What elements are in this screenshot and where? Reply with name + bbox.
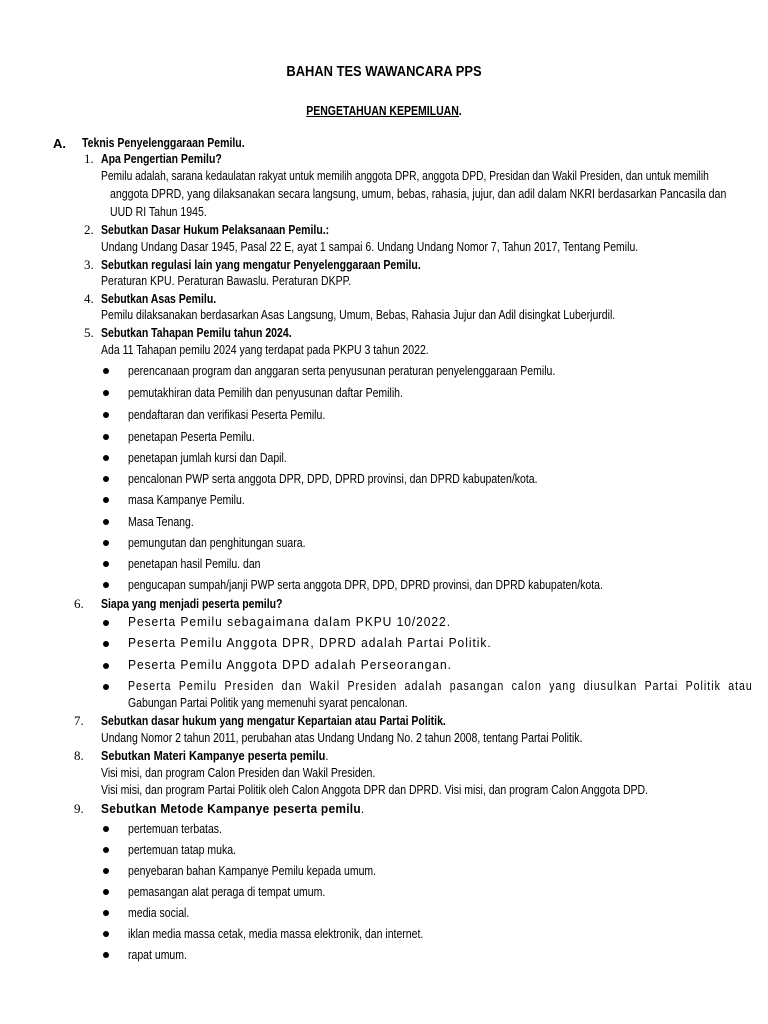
list-item: pendaftaran dan verifikasi Peserta Pemilu. [128, 408, 326, 422]
question-number: 3. [84, 257, 94, 272]
question-text [101, 802, 364, 816]
bullet-dot [103, 952, 109, 958]
section-letter: A. [53, 136, 66, 151]
answer-line: anggota DPRD, yang dilaksanakan secara langsung, umum, bebas, rahasia, jujur, dan adil dalam NKRI berdasarkan Pancasila dan [110, 187, 727, 201]
answer-line: Pemilu adalah, sarana kedaulatan rakyat untuk memilih anggota DPR, anggota DPD, Presidan dan Wakil Presiden, dan untuk memilih [101, 169, 709, 183]
list-item: Peserta Pemilu Presiden dan Wakil Presiden adalah pasangan calon yang diusulkan Partai Politik atau [128, 679, 753, 693]
bullet-dot [103, 931, 109, 937]
question-number: 4. [84, 291, 94, 306]
bullet-dot [103, 434, 109, 440]
question-number: 9. [74, 801, 84, 816]
answer-line: Undang Undang Dasar 1945, Pasal 22 E, ayat 1 sampai 6. Undang Undang Nomor 7, Tahun 2017, Tentang Pemilu. [101, 240, 639, 254]
question-text: Sebutkan regulasi lain yang mengatur Penyelenggaraan Pemilu. [101, 258, 421, 272]
list-item: pencalonan PWP serta anggota DPR, DPD, DPRD provinsi, dan DPRD kabupaten/kota. [128, 472, 538, 486]
bullet-dot [103, 455, 109, 461]
question-text: Sebutkan Dasar Hukum Pelaksanaan Pemilu.: [101, 223, 330, 237]
list-item: pemungutan dan penghitungan suara. [128, 536, 306, 550]
bullet-dot [103, 390, 109, 396]
bullet-dot [103, 582, 109, 588]
bullet-dot [103, 641, 109, 647]
question-label: Sebutkan Metode Kampanye peserta pemilu [101, 802, 361, 816]
answer-line: Ada 11 Tahapan pemilu 2024 yang terdapat pada PKPU 3 tahun 2022. [101, 343, 429, 357]
bullet-dot [103, 368, 109, 374]
bullet-dot [103, 497, 109, 503]
bullet-dot [103, 412, 109, 418]
question-suffix: . [360, 802, 365, 816]
list-item: Masa Tenang. [128, 515, 194, 529]
question-text: Sebutkan dasar hukum yang mengatur Kepartaian atau Partai Politik. [101, 714, 446, 728]
question-number: 6. [74, 596, 84, 611]
bullet-dot [103, 561, 109, 567]
list-item: penetapan Peserta Pemilu. [128, 430, 255, 444]
bullet-dot [103, 847, 109, 853]
section-title: Teknis Penyelenggaraan Pemilu. [82, 136, 245, 150]
question-label: Sebutkan Materi Kampanye peserta pemilu [101, 749, 326, 763]
list-item: pengucapan sumpah/janji PWP serta anggota DPR, DPD, DPRD provinsi, dan DPRD kabupaten/kota. [128, 578, 603, 592]
document-title: BAHAN TES WAWANCARA PPS [286, 63, 482, 80]
question-text: Siapa yang menjadi peserta pemilu? [101, 597, 283, 611]
list-item: perencanaan program dan anggaran serta penyusunan peraturan penyelenggaraan Pemilu. [128, 364, 556, 378]
answer-line: Pemilu dilaksanakan berdasarkan Asas Langsung, Umum, Bebas, Rahasia Jujur dan Adil disingkat Luberjurdil. [101, 308, 616, 322]
bullet-dot [103, 663, 109, 669]
list-item: penyebaran bahan Kampanye Pemilu kepada umum. [128, 864, 377, 878]
list-item: masa Kampanye Pemilu. [128, 493, 245, 507]
bullet-dot [103, 889, 109, 895]
list-item: pemasangan alat peraga di tempat umum. [128, 885, 326, 899]
list-item: media social. [128, 906, 190, 920]
bullet-dot [103, 519, 109, 525]
list-item: pemutakhiran data Pemilih dan penyusunan daftar Pemilih. [128, 386, 403, 400]
document-subtitle [61, 104, 706, 118]
question-text: Sebutkan Tahapan Pemilu tahun 2024. [101, 326, 292, 340]
question-text [101, 749, 328, 763]
bullet-dot [103, 868, 109, 874]
subtitle-text: PENGETAHUAN KEPEMILUAN [306, 104, 459, 118]
bullet-dot [103, 826, 109, 832]
bullet-dot [103, 476, 109, 482]
list-item: penetapan jumlah kursi dan Dapil. [128, 451, 287, 465]
answer-line: UUD RI Tahun 1945. [110, 205, 207, 219]
answer-line: Visi misi, dan program Partai Politik oleh Calon Anggota DPR dan DPRD. Visi misi, dan program Calon Anggota DPD. [101, 783, 649, 797]
list-item: pertemuan tatap muka. [128, 843, 236, 857]
list-item: penetapan hasil Pemilu. dan [128, 557, 261, 571]
bullet-dot [103, 540, 109, 546]
question-number: 2. [84, 222, 94, 237]
bullet-dot [103, 684, 109, 690]
question-number: 5. [84, 325, 94, 340]
question-text: Apa Pengertian Pemilu? [101, 152, 222, 166]
list-item-continuation: Gabungan Partai Politik yang memenuhi syarat pencalonan. [128, 696, 408, 710]
list-item: Peserta Pemilu Anggota DPD adalah Perseorangan. [128, 658, 452, 672]
list-item: rapat umum. [128, 948, 187, 962]
list-item: Peserta Pemilu sebagaimana dalam PKPU 10/2022. [128, 615, 451, 629]
answer-line: Visi misi, dan program Calon Presiden dan Wakil Presiden. [101, 766, 376, 780]
question-number: 1. [84, 151, 94, 166]
question-number: 8. [74, 748, 84, 763]
question-number: 7. [74, 713, 84, 728]
subtitle-period: . [458, 104, 462, 118]
question-suffix: . [325, 749, 329, 763]
bullet-dot [103, 620, 109, 626]
question-text: Sebutkan Asas Pemilu. [101, 292, 217, 306]
answer-line: Undang Nomor 2 tahun 2011, perubahan atas Undang Undang No. 2 tahun 2008, tentang Partai Politik. [101, 731, 583, 745]
list-item: iklan media massa cetak, media massa elektronik, dan internet. [128, 927, 424, 941]
list-item: pertemuan terbatas. [128, 822, 222, 836]
list-item: Peserta Pemilu Anggota DPR, DPRD adalah Partai Politik. [128, 636, 492, 650]
bullet-dot [103, 910, 109, 916]
answer-line: Peraturan KPU. Peraturan Bawaslu. Peraturan DKPP. [101, 274, 352, 288]
